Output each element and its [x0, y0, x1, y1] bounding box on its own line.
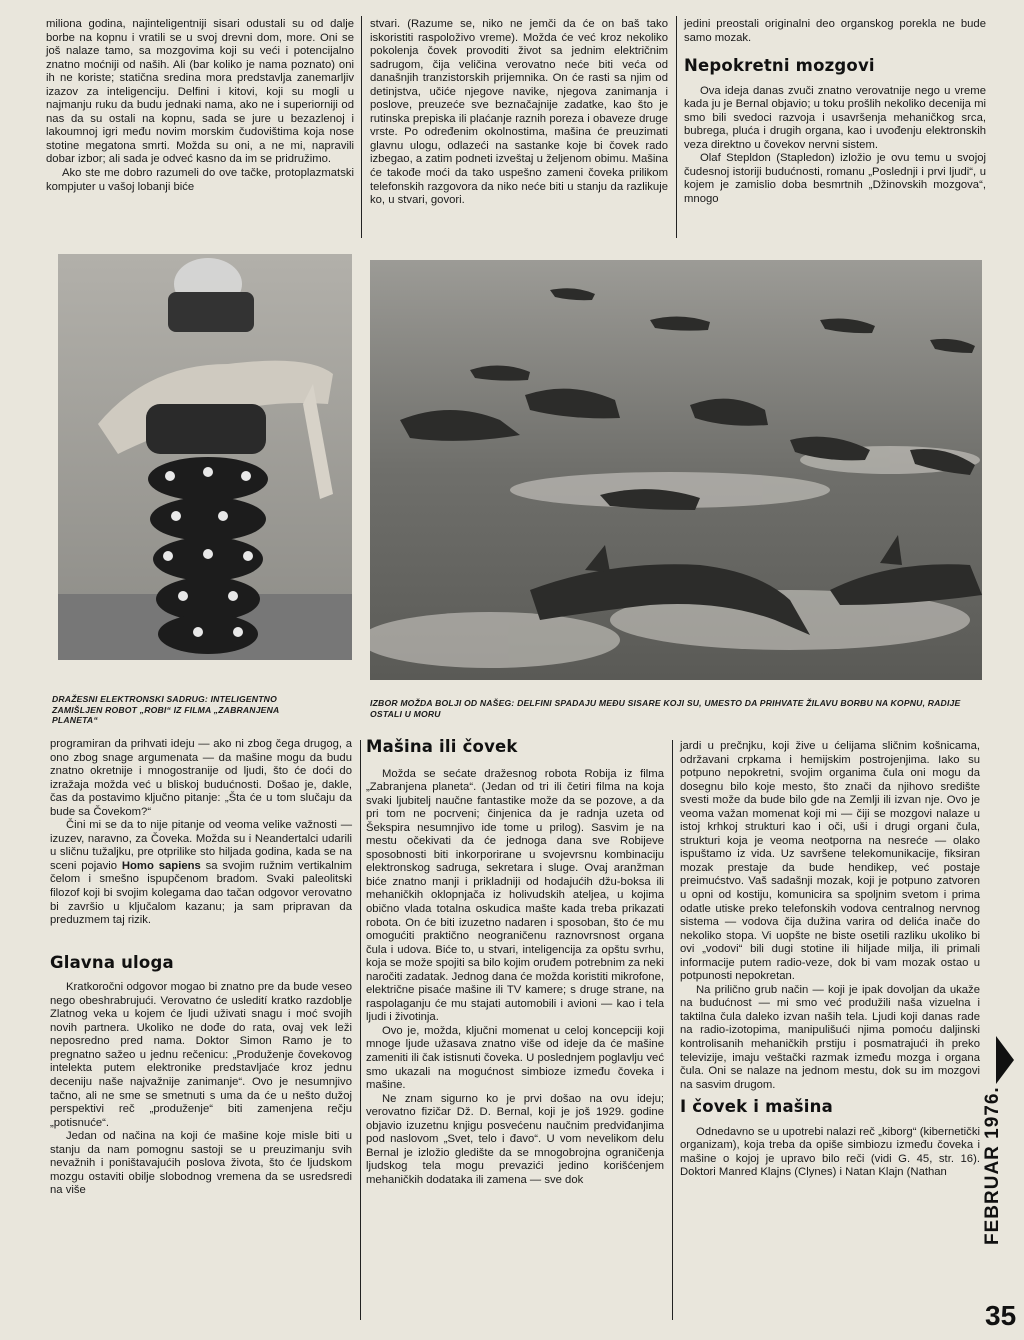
top-column-3: [684, 18, 986, 207]
issue-date: FEBRUAR 1976.: [982, 1086, 1003, 1245]
paragraph: [50, 819, 352, 927]
text-run: sa svojim ružnim vertikalnim čelom i smešno ispupčenom bradom. Svaki paleolitski filozof koji bi svojim kolegama dao tačan odgovor verovatno bi završio u ključalom kazanu; ja sam pripravan da preduzmem taj rizik.: [50, 859, 353, 927]
column-rule: [361, 16, 362, 238]
section-heading-glavna-uloga: Glavna uloga: [50, 952, 174, 972]
paragraph: Ako ste me dobro razumeli do ove tačke, protoplazmatski kompjuter u vašoj lobanji biće: [46, 167, 354, 193]
section-heading-nepokretni-mozgovi: Nepokretni mozgovi: [684, 56, 875, 76]
dolphins-image: [370, 260, 982, 680]
paragraph: Kratkoročni odgovor mogao bi znatno pre da bude veseo nego obeshrabrujući. Verovatno će usledití kratko razdoblje Zlatnog veka u kojem će ljudi uživati snagu i moć svojih novih partnera. Ukoliko ne dođe do rata, ovaj vek leži neposredno pred nama. Doktor Simon Ramo je to pregnatno sažeo u jednu rečenicu: „Produženje čovekovog intelekta putem elektronike predstavljaće kroz jednu deceniju naše najvažnije zanimanje“. Ovo je nesumnjivo tačno, ali ne sme se smetnuti s uma da će u nešto dužoj perspektivi reč „produženje“ biti zamenjena rečju „potisnuće“.: [50, 981, 352, 1129]
dolphins-photo: [370, 260, 982, 680]
top-column-2: [370, 18, 668, 208]
robot-caption: DRAŽESNI ELEKTRONSKI SADRUG: INTELIGENTNO ZAMIŠLJEN ROBOT „ROBI“ IZ FILMA „ZABRANJENA PLANETA“: [52, 694, 280, 725]
paragraph: programiran da prihvati ideju — ako ni zbog čega drugog, a ono zbog snage argumenata — da mašine mogu da budu znatno okretnije i mnogostranije od ljudi, što će doći do izražaja možda već u bliskoj budućnosti. Došao je, dakle, čas da postavimo ključno pitanje: „Šta će u tom slučaju da bude sa Čovekom?“: [50, 738, 352, 818]
paragraph: Ova ideja danas zvuči znatno verovatnije nego u vreme kada ju je Bernal objavio; u toku prošlih nekoliko decenija mi smo bili svedoci razvoja i usavršenja mehaničkog srca, bubrega, pluća i drugih organa, kao i uvođenju elektronskih veza direktno u čovekov nervni sistem.: [684, 84, 986, 151]
column-rule: [676, 16, 677, 238]
section-heading-masina-ili-covek: Mašina ili čovek: [366, 737, 518, 756]
paragraph: Ovo je, možda, ključni momenat u celoj koncepciji koji mnoge ljude užasava znatno više od ideje da će mašine zameniti ili čak istisnuti čoveka. U poslednjem poglavlju već smo ukazali na mogućnost simbioze između čoveka i mašine.: [366, 1024, 664, 1092]
bottom-column-2: [366, 737, 664, 1188]
paragraph: stvari. (Razume se, niko ne jemči da će on baš tako iskoristiti raspoloživo vreme). Možda će već kroz nekoliko pokolenja čovek provoditi život sa jednim električnim sadrugom, čija veličina verovatno neće biti veća od današnjih tranzistorskih prijemnika. On će rasti sa njim od detinjstva, učiće njegove navike, njegova zanimanja i poslove, preuzeće sve beznačajnije zadatke, kao što je rutinska prepiska ili plaćanje raznih poreza i obaveze druge vrste. Po određenim okolnostima, mašina će preuzimati glavnu ulogu, odlazeći na sastanke koje bi čovek rado izbegao, a zatim podneti izveštaj u željenom obimu. Mašina će takođe moći da tako uspešno zameni čoveka prilikom telefonskih razgovora da niko neće biti u stanju da razlikuje ko, u stvari, govori.: [370, 18, 668, 207]
section-heading-i-covek-i-masina: I čovek i mašina: [680, 1097, 833, 1117]
bottom-column-1: [50, 738, 352, 1198]
paragraph: Odnedavno se u upotrebi nalazi reč „kiborg“ (kibernetički organizam), koja treba da opiše simbiozu između čoveka i mašine o kojoj je upravo bilo reči (vidi G. 45, str. 16). Doktori Manred Klajns (Clynes) i Natan Klajn (Nathan: [680, 1125, 980, 1179]
page-number: 35: [985, 1300, 1017, 1331]
paragraph: Možda se sećate dražesnog robota Robija iz filma „Zabranjena planeta“. (Jedan od tri ili četiri filma na koja svaki ljubitelj naučne fantastike može da se pozove, a da pri tom ne pocrveni; činjenica da je radnja uzeta od Šekspira nesumnjivo ide tome u prilog). Sasvim je na mestu očekivati da će jednoga dana sve Robijeve sposobnosti biti inkorporirane u svojevrsnu kombinaciju elektronskog sadruga, sekretara i sluge. Ovaj aranžman biće znatno manji i prikladniji od hodajućih džu-boksa ili mehaničkih oklopnjača iz holivudskih ateljea, u kojima obično vlada totalna oskudica mašte kada treba prikazati robota. On će biti izuzetno nadaren i sposoban, što će mu omogućiti praktično neograničenu raznovrsnost organa čula i udova. Biće to, u stvari, inteligencija za opštu svrhu, koja se može spojiti sa bilo kojim oruđem potrebnim za neki naročiti zadatak. Jednog dana će možda koristiti mikrofone, električne pisaće mašine ili TV kamere; s druge strane, na raspolaganju će mu stajati automobili i avioni — kao i tela ljudi i životinja.: [366, 767, 664, 1024]
column-rule: [360, 740, 361, 1320]
paragraph: Jedan od načina na koji će mašine koje misle biti u stanju da nam pomognu sastoji se u preuzimanju svih nevažnih i poništavajućih poslova života, što će ljudskom mozgu ostaviti obilje slobodnog vremena da se usredsredi na više: [50, 1130, 352, 1197]
robot-photo: [58, 254, 352, 660]
robot-image: [58, 254, 352, 660]
paragraph: jardi u prečnjku, koji živе u ćelijama sličnim košnicama, održavani crpkama i hemijskim postrojenjima. Iako su potpuno nepokretni, svojim organima čula oni mogu da dosegnu bilo koje mesto, što znači da njihovo središte svesti može da bude bilo gde na Zemlji ili izvan nje. Ovo je veoma važan momenat koji mi — čiji se mozgovi nalaze u istoj krhkoj strukturi kao i oči, uši i drugi organi čula, strukturi koja je veoma neotporna na nesreće — olako ispuštamo iz vida. Uz savršene telekomunikacije, fiksiran mozak prestaje da bude hendikep, već postaje preimućstvo. Vaš sadašnji mozak, koji je potpuno zatvoren u opni od kostiju, komunicira sa spoljnim svetom i prima odatle utiske preko telefonskih vodova centralnog nervnog sistema — vodova čija dužina varira od delića inače do nekoliko stopa. Vi uopšte ne biste osetili razliku ukoliko bi ovi „vodovi“ bili dugi stotine ili hiljade milja, ili primali informacije putem radio-veze, dok bi vam mozak ostao u potpunosti nepokretan.: [680, 740, 980, 983]
dolphins-caption: IZBOR MOŽDA BOLJI OD NAŠEG: DELFINI SPADAJU MEĐU SISARE KOJI SU, UMESTO DA PRIHVATE ŽILAVU BORBU NA KOPNU, RADIJE OSTALI U MORU: [370, 698, 961, 719]
paragraph: Ne znam sigurno ko je prvi došao na ovu ideju; verovatno fizičar Dž. D. Bernal, koji je još 1929. godine objavio izuzetnu knjigu posvećenu naučnim predviđanjima pod naslovom „Svet, telo i đavo“. U vom nevelikom delu Bernal je izložio gledište da se mnogobrojna ograničenja ljudskog tela mogu prevazići jedino korišćenjem mehaničkih dodataka ili zamena — sve dok: [366, 1092, 664, 1186]
paragraph: Olaf Stepldon (Stapledon) izložio je ovu temu u svojoj čudesnoj istoriji budućnosti, romanu „Poslednji i prvi ljudi“, u kojem je zamislio doba besmrtnih „Džinovskih mozgova“, mnogo: [684, 152, 986, 206]
paragraph: miliona godina, najinteligentniji sisari odustali su od dalje borbe na kopnu i vratili se u svoj drevni dom, more. Oni se još nalaze tamo, sa mozgovima koji su veći i potencijalno znatno moćniji od naših. Ali (bar koliko je nama poznato) oni ih ne koriste; statična sredina mora predstavlja zanemarljiv izazov za inteligenciju. Delfini i kitovi, koji su mogli u najmanju ruku da budu jednaki nama, ako ne i superiorniji od nas da su ostali na kopnu, sada se jure u bezazlenoj i lakoumnoj igri među novim morskim čudovištima koja nose stotine megatona smrti. Možda su oni, a ne mi, napravili dobar izbor; ali sada je odveć kasno da im se pridružimo.: [46, 18, 354, 166]
column-rule: [672, 740, 673, 1320]
paragraph: Na prilično grub način — koji je ipak dovoljan da ukaže na budućnost — mi smo već produžili naša vizuelna i taktilna čula daleko izvan naših tela. Ljudi koji danas rade na radio-izotopima, manipulišući njima pomoću daljinski kontrolisanih mehaničkih prstiju i posmatrajući ih preko televizije, imaju veštački razmak između mozga i organa čula. Oni se nalaze na jednom mestu, dok su im mozgovi na sasvim drugom.: [680, 983, 980, 1091]
emphasis-homo-sapiens: Homo sapiens: [121, 859, 201, 872]
paragraph: jedini preostali originalni deo organskog porekla ne bude samo mozak.: [684, 18, 986, 44]
text-run: Čini mi se da to nije pitanje od veoma velike važnosti — izuzev, naravno, za Čoveka. Možda su i Neandertalci udarili u sličnu tužaljku, pre otprilike sto hiljada godina, kada se na sceni pojavio: [50, 819, 352, 872]
top-column-1: [46, 18, 354, 194]
bottom-column-3: [680, 740, 980, 1180]
